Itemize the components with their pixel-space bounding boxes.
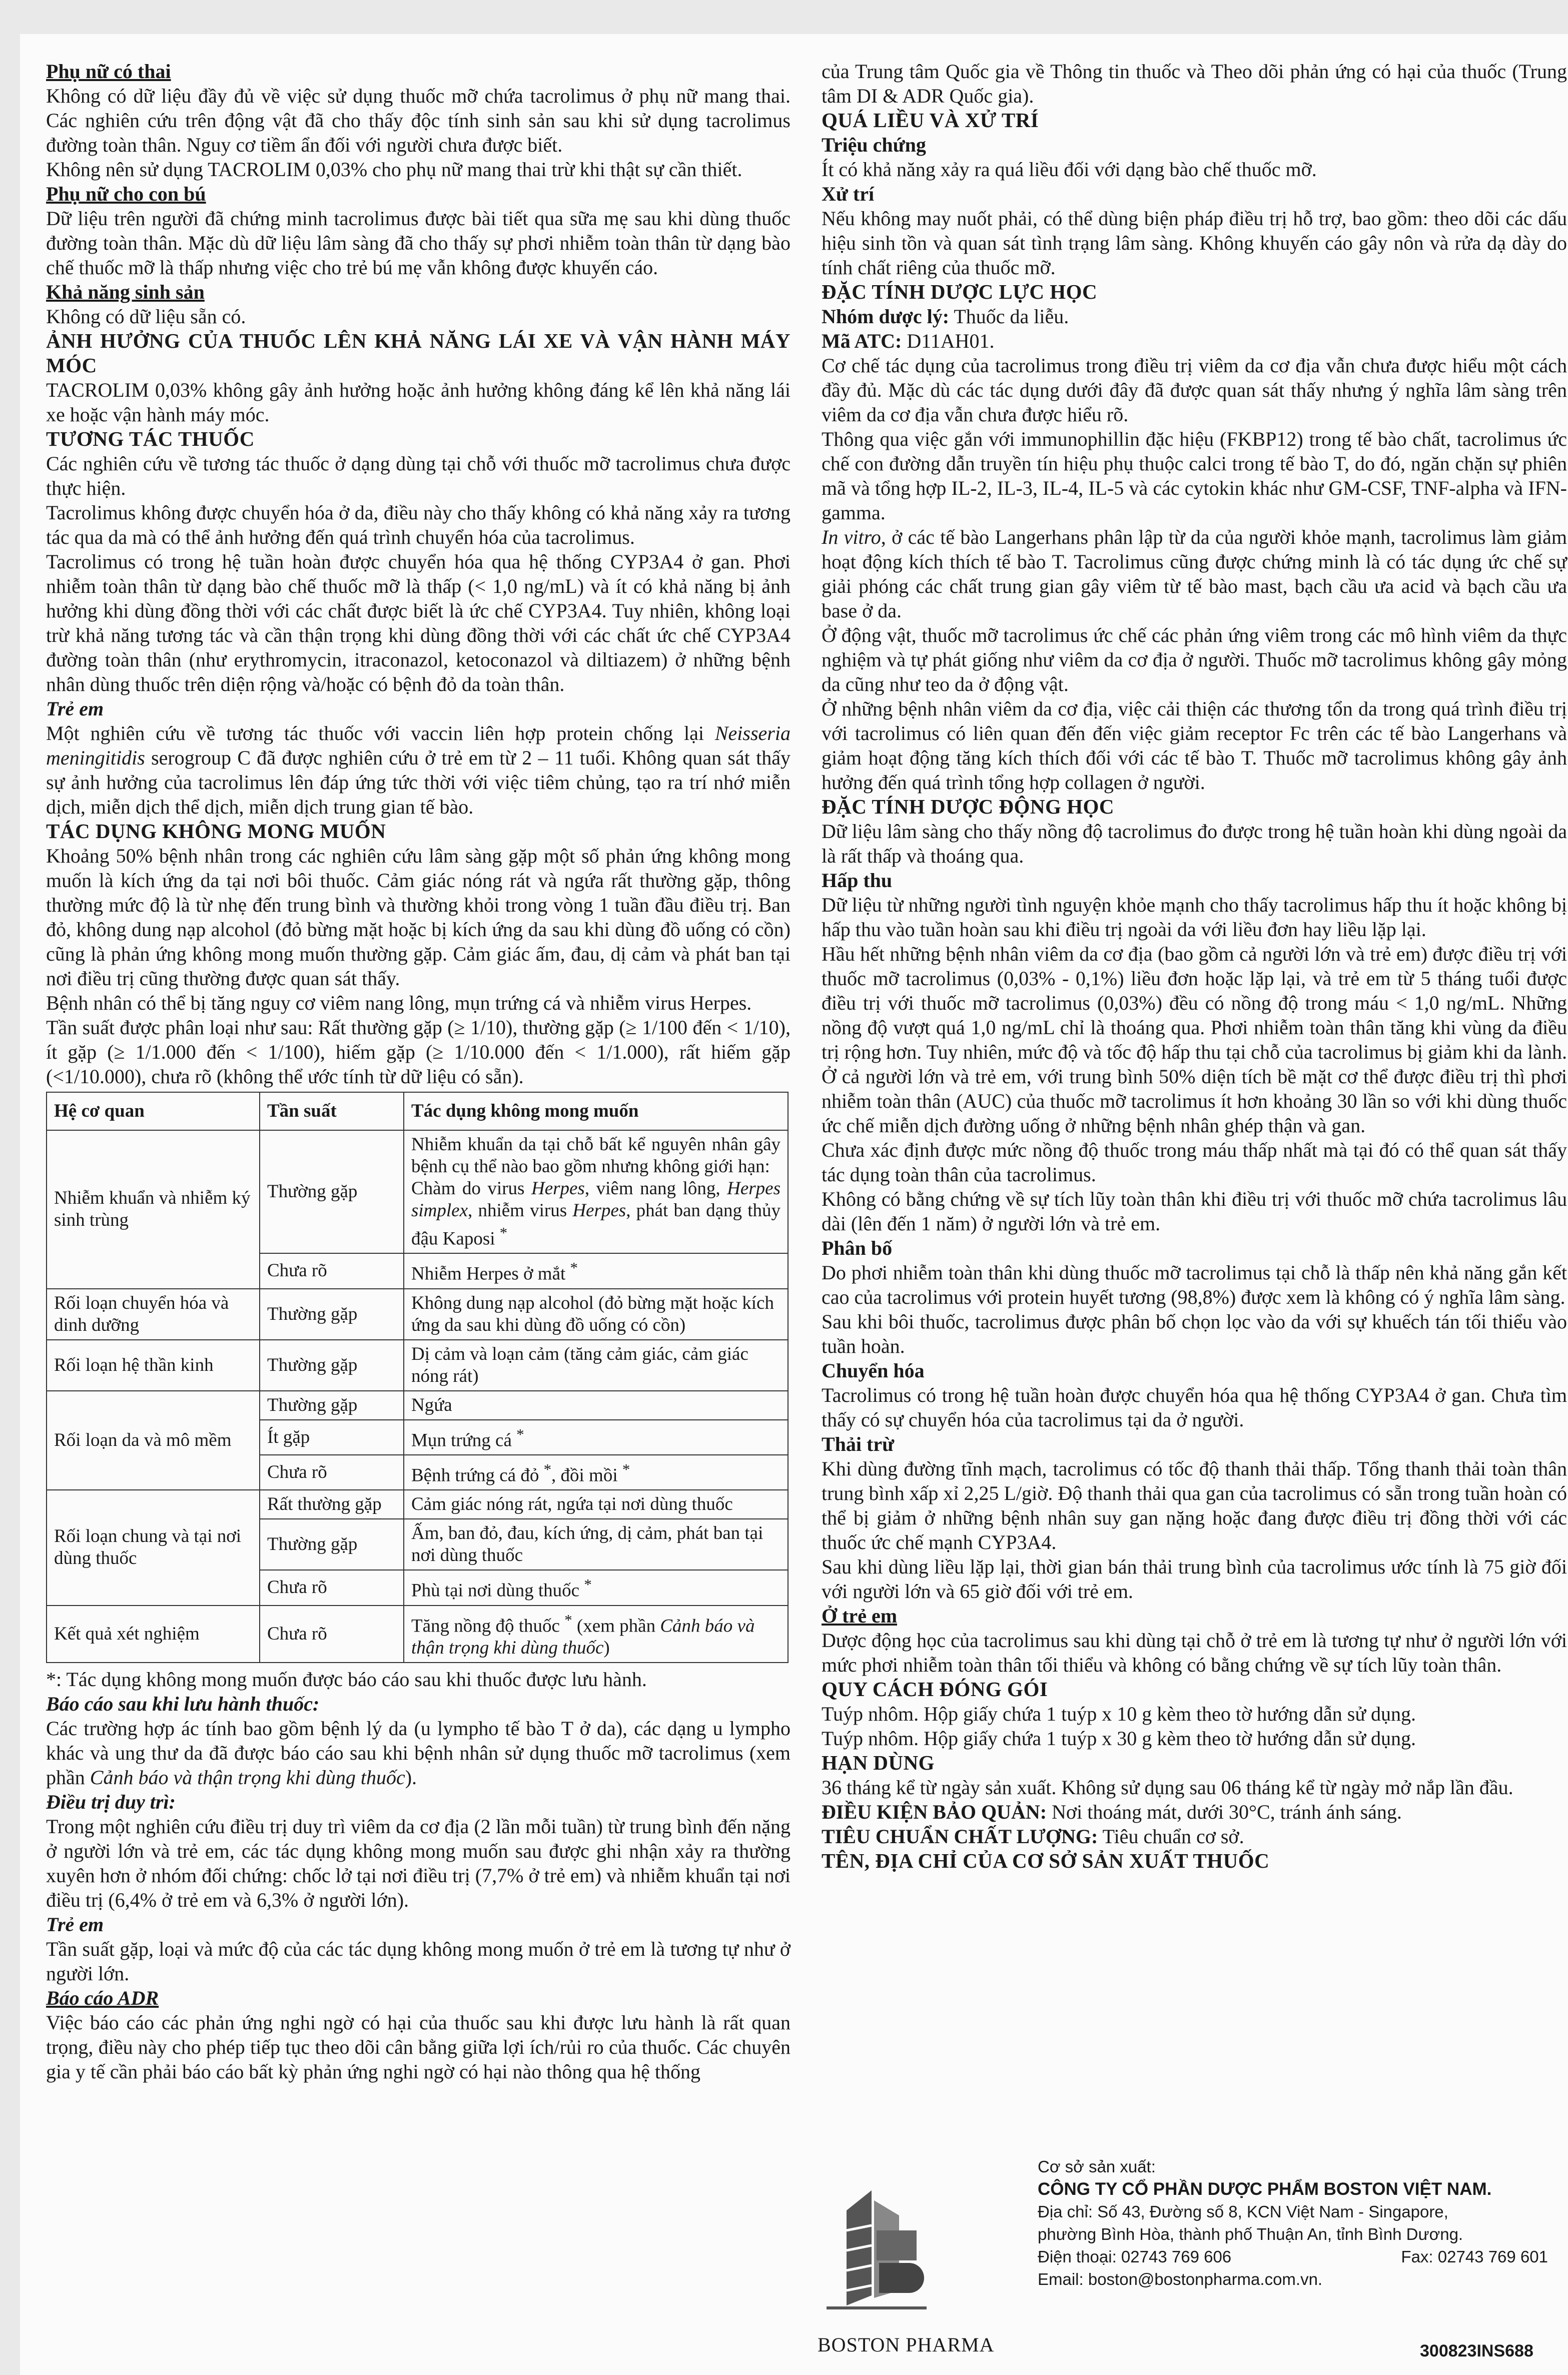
table-cell-effect: Ấm, ban đỏ, đau, kích ứng, dị cảm, phát ban tại nơi dùng thuốc [404,1519,788,1570]
fertility-text: Không có dữ liệu sẵn có. [46,305,246,328]
fertility-heading: Khả năng sinh sản [46,281,205,303]
table-cell-organ: Rối loạn hệ thần kinh [47,1340,260,1391]
table-cell-organ: Rối loạn da và mô mềm [47,1391,260,1490]
table-cell-effect: Cảm giác nóng rát, ngứa tại nơi dùng thuốc [404,1490,788,1519]
pk-children-text: Dược động học của tacrolimus sau khi dùng tại chỗ ở trẻ em là tương tự như ở người lớn với mức phơi nhiễm toàn thân tối thiểu và không có bằng chứng về sự tích lũy toàn thân. [822,1629,1567,1676]
pregnant-text-2: Không nên sử dụng TACROLIM 0,03% cho phụ nữ mang thai trừ khi thật sự cần thiết. [46,158,742,181]
elimination-heading: Thải trừ [822,1433,895,1455]
treatment-text: Nếu không may nuốt phải, có thể dùng biện pháp điều trị hỗ trợ, bao gồm: theo dõi các dấu hiệu sinh tồn và quan sát tình trạng lâm sàng. Không khuyến cáo gây nôn và rửa dạ dày do tính chất riêng của thuốc mỡ. [822,207,1567,279]
manufacturer-email[interactable]: Email: boston@bostonpharma.com.vn. [1038,2270,1323,2288]
table-cell-effect: Tăng nồng độ thuốc * (xem phần Cảnh báo và thận trọng khi dùng thuốc) [404,1606,788,1663]
symptoms-text: Ít có khả năng xảy ra quá liều đối với dạng bào chế thuốc mỡ. [822,158,1317,181]
table-cell-effect: Dị cảm và loạn cảm (tăng cảm giác, cảm giác nóng rát) [404,1340,788,1391]
pk-children-heading: Ở trẻ em [822,1605,898,1627]
contact-row [1038,2245,1548,2268]
table-cell-frequency: Chưa rõ [260,1570,404,1605]
table-cell-effect: Phù tại nơi dùng thuốc * [404,1570,788,1605]
table-footnote: *: Tác dụng không mong muốn được báo cáo sau khi thuốc được lưu hành. [46,1668,647,1691]
symptoms-heading: Triệu chứng [822,134,926,156]
children-ae-text: Tần suất gặp, loại và mức độ của các tác dụng không mong muốn ở trẻ em là tương tự như ở người lớn. [46,1937,791,1985]
table-header-effect: Tác dụng không mong muốn [404,1092,788,1130]
table-row [47,1289,788,1340]
manufacturer-name: CÔNG TY CỔ PHẦN DƯỢC PHẨM BOSTON VIỆT NAM. [1038,2179,1492,2199]
manufacturer-info [1038,2155,1548,2290]
table-cell-frequency: Thường gặp [260,1340,404,1391]
pharmacological-group: Nhóm dược lý: Thuốc da liễu. [822,305,1069,328]
post-marketing-text: Các trường hợp ác tính bao gồm bệnh lý da (u lympho tế bào T ở da), các dạng u lympho khác và ung thư da đã được báo cáo sau khi bệnh nhân sử dụng thuốc mỡ tacrolimus (xem phần Cảnh báo và thận trọng khi dùng thuốc). [46,1717,791,1789]
adverse-text-3: Tần suất được phân loại như sau: Rất thường gặp (≥ 1/10), thường gặp (≥ 1/100 đến < 1/10), ít gặp (≥ 1/1.000 đến < 1/100), hiếm gặp (≥ 1/10.000 đến < 1/1.000), rất hiếm gặp (<1/10.000), chưa rõ (không thể ước tính từ dữ liệu có sẵn). [46,1016,791,1088]
table-cell-frequency: Ít gặp [260,1420,404,1455]
adr-heading: Báo cáo ADR [46,1986,159,2009]
table-cell-effect: Không dung nạp alcohol (đỏ bừng mặt hoặc kích ứng da sau khi dùng đồ uống có cồn) [404,1289,788,1340]
manufacturer-address-1: Địa chỉ: Số 43, Đường số 8, KCN Việt Nam - Singapore, [1038,2202,1448,2221]
interaction-text-1: Các nghiên cứu về tương tác thuốc ở dạng dùng tại chỗ với thuốc mỡ tacrolimus chưa được thực hiện. [46,452,791,499]
absorption-text-1: Dữ liệu từ những người tình nguyện khỏe mạnh cho thấy tacrolimus hấp thu ít hoặc không bị hấp thu vào tuần hoàn sau khi điều trị ngoài da với liều đơn hay liều lặp lại. [822,894,1567,941]
elimination-text-1: Khi dùng đường tĩnh mạch, tacrolimus có tốc độ thanh thải thấp. Tổng thanh thải toàn thân trung bình xấp xỉ 2,25 L/giờ. Độ thanh thải qua gan của tacrolimus có sẵn trong tuần hoàn có thể bị giảm ở những bệnh nhân suy gan nặng hoặc đang được điều trị đồng thời với các thuốc ức chế mạnh CYP3A4. [822,1457,1567,1553]
table-row [47,1606,788,1663]
driving-text: TACROLIM 0,03% không gây ảnh hưởng hoặc ảnh hưởng không đáng kể lên khả năng lái xe hoặc vận hành máy móc. [46,379,791,426]
boston-pharma-logo [812,2190,995,2356]
distribution-heading: Phân bố [822,1237,893,1259]
atc-code: Mã ATC: D11AH01. [822,330,995,352]
maintenance-text: Trong một nghiên cứu điều trị duy trì viêm da cơ địa (2 lần mỗi tuần) từ trung bình đến nặng ở người lớn và trẻ em, các tác dụng không mong muốn sau được ghi nhận xảy ra thường xuyên hơn ở nhóm đối chứng: chốc lở tại nơi điều trị (7,7% ở trẻ em) và nhiễm khuẩn tại nơi điều trị (6,4% ở trẻ em và 6,3% ở người lớn). [46,1815,791,1911]
pd-text-3: In vitro, ở các tế bào Langerhans phân lập từ da của người khỏe mạnh, tacrolimus làm giảm hoạt động kích thích tế bào T. Tacrolimus cũng được chứng minh là có tác dụng ức chế sự giải phóng các chất trung gian gây viêm từ tế bào mast, bạch cầu ưa acid và bạch cầu ưa base ở da. [822,526,1567,622]
maintenance-heading: Điều trị duy trì: [46,1790,176,1813]
driving-heading: ẢNH HƯỞNG CỦA THUỐC LÊN KHẢ NĂNG LÁI XE VÀ VẬN HÀNH MÁY MÓC [46,329,791,377]
pharmacokinetics-heading: ĐẶC TÍNH DƯỢC ĐỘNG HỌC [822,795,1115,818]
table-cell-frequency: Chưa rõ [260,1253,404,1288]
table-cell-frequency: Thường gặp [260,1519,404,1570]
manufacturer-heading: TÊN, ĐỊA CHỈ CỦA CƠ SỞ SẢN XUẤT THUỐC [822,1849,1270,1872]
pk-text: Dữ liệu lâm sàng cho thấy nồng độ tacrolimus đo được trong hệ tuần hoàn khi dùng ngoài da là rất thấp và thoáng qua. [822,820,1567,867]
post-marketing-heading: Báo cáo sau khi lưu hành thuốc: [46,1692,320,1715]
children-text: Một nghiên cứu về tương tác thuốc với vaccin liên hợp protein chống lại Neisseria meningitidis serogroup C đã được nghiên cứu ở trẻ em từ 2 – 11 tuổi. Không quan sát thấy sự ảnh hưởng của tacrolimus lên đáp ứng tức thời với việc tiêm chủng, tạo ra trí nhớ miễn dịch, miễn dịch thể dịch, miễn dịch trung gian tế bào. [46,722,791,818]
lactation-text: Dữ liệu trên người đã chứng minh tacrolimus được bài tiết qua sữa mẹ sau khi dùng thuốc đường toàn thân. Mặc dù dữ liệu lâm sàng đã cho thấy sự phơi nhiễm toàn thân từ dạng bào chế thuốc mỡ là thấp nhưng việc cho trẻ bú mẹ vẫn không được khuyến cáo. [46,207,791,279]
table-cell-frequency: Thường gặp [260,1289,404,1340]
boston-pharma-building-logo-icon [812,2190,932,2325]
manufacturer-phone: Điện thoại: 02743 769 606 [1038,2247,1232,2266]
absorption-heading: Hấp thu [822,869,893,892]
adverse-heading: TÁC DỤNG KHÔNG MONG MUỐN [46,820,386,843]
pharmacodynamics-heading: ĐẶC TÍNH DƯỢC LỰC HỌC [822,280,1098,303]
table-cell-frequency: Thường gặp [260,1391,404,1420]
table-row [47,1391,788,1420]
distribution-text-2: Sau khi bôi thuốc, tacrolimus được phân bố chọn lọc vào da với sự khuếch tán tối thiểu vào tuần hoàn. [822,1310,1567,1357]
table-cell-frequency: Chưa rõ [260,1455,404,1490]
table-cell-organ: Nhiễm khuẩn và nhiễm ký sinh trùng [47,1130,260,1289]
shelf-life-heading: HẠN DÙNG [822,1751,935,1774]
pregnant-heading: Phụ nữ có thai [46,60,171,83]
interaction-text-2: Tacrolimus không được chuyển hóa ở da, điều này cho thấy không có khả năng xảy ra tương tác qua da mà có thể ảnh hưởng đến quá trình chuyển hóa của tacrolimus. [46,501,791,548]
packaging-text-1: Tuýp nhôm. Hộp giấy chứa 1 tuýp x 10 g kèm theo tờ hướng dẫn sử dụng. [822,1703,1416,1725]
table-cell-frequency: Thường gặp [260,1130,404,1253]
manufacturer-label: Cơ sở sản xuất: [1038,2157,1156,2176]
pd-text-5: Ở những bệnh nhân viêm da cơ địa, việc cải thiện các thương tổn da trong quá trình điều trị với tacrolimus có liên quan đến đến việc giảm receptor Fc trên các tế bào Langerhans và giảm hoạt động tăng kích thích đối với các tế bào T. Thuốc mỡ tacrolimus không gây ảnh hưởng đến quá trình tổng hợp collagen ở người. [822,697,1567,794]
right-column [822,59,1567,1873]
table-cell-organ: Kết quả xét nghiệm [47,1606,260,1663]
overdose-heading: QUÁ LIỀU VÀ XỬ TRÍ [822,109,1039,132]
adverse-text-1: Khoảng 50% bệnh nhân trong các nghiên cứu lâm sàng gặp một số phản ứng không mong muốn là kích ứng da tại nơi bôi thuốc. Cảm giác nóng rát và ngứa rất thường gặp, thông thường mức độ là từ nhẹ đến trung bình và thường khỏi trong vòng 1 tuần đầu điều trị. Ban đỏ, không dung nạp alcohol (đỏ bừng mặt hoặc bị kích ứng da sau khi dùng đồ uống có cồn) cũng là phản ứng không mong muốn thường gặp. Cảm giác ấm, đau, dị cảm và phát ban tại nơi điều trị cũng thường được quan sát thấy. [46,845,791,990]
storage-line: ĐIỀU KIỆN BẢO QUẢN: Nơi thoáng mát, dưới 30°C, tránh ánh sáng. [822,1801,1402,1823]
table-row [47,1130,788,1253]
interaction-text-3: Tacrolimus có trong hệ tuần hoàn được chuyển hóa qua hệ thống CYP3A4 ở gan. Phơi nhiễm toàn thân từ dạng bào chế thuốc mỡ là thấp (< 1,0 ng/mL) và ít có khả năng bị ảnh hưởng khi dùng đồng thời với các chất được biết là ức chế CYP3A4. Tuy nhiên, không loại trừ khả năng tương tác và cần thận trọng khi dùng đồng thời với các chất ức chế CYP3A4 đường toàn thân (như erythromycin, itraconazol, ketoconazol và diltiazem) ở những bệnh nhân dùng thuốc trên diện rộng và/hoặc có bệnh đỏ da toàn thân. [46,550,791,695]
adr-text-continued: của Trung tâm Quốc gia về Thông tin thuốc và Theo dõi phản ứng có hại của thuốc (Trung tâm DI & ADR Quốc gia). [822,60,1567,107]
table-cell-effect: Bệnh trứng cá đỏ *, đồi mồi * [404,1455,788,1490]
pd-text-1: Cơ chế tác dụng của tacrolimus trong điều trị viêm da cơ địa vẫn chưa được hiểu một cách đầy đủ. Mặc dù các tác dụng dưới đây đã được quan sát thấy nhưng ý nghĩa lâm sàng trên viêm da cơ địa vẫn chưa được hiểu rõ. [822,354,1567,426]
manufacturer-fax: Fax: 02743 769 601 [1401,2247,1548,2266]
metabolism-heading: Chuyển hóa [822,1359,925,1382]
manufacturer-address-2: phường Bình Hòa, thành phố Thuận An, tỉnh Bình Dương. [1038,2225,1463,2243]
table-row [47,1340,788,1391]
absorption-text-4: Không có bằng chứng về sự tích lũy toàn thân khi điều trị với thuốc mỡ chứa tacrolimus lâu dài (lên đến 1 năm) ở người lớn và trẻ em. [822,1188,1567,1235]
standard-line: TIÊU CHUẨN CHẤT LƯỢNG: Tiêu chuẩn cơ sở. [822,1825,1244,1848]
interaction-heading: TƯƠNG TÁC THUỐC [46,427,255,450]
table-cell-frequency: Rất thường gặp [260,1490,404,1519]
table-cell-effect: Nhiễm Herpes ở mắt * [404,1253,788,1288]
children-heading: Trẻ em [46,697,104,720]
table-cell-effect: Ngứa [404,1391,788,1420]
absorption-text-3: Chưa xác định được mức nồng độ thuốc trong máu thấp nhất mà tại đó có thể quan sát thấy tác dụng toàn thân của tacrolimus. [822,1139,1567,1186]
left-column [46,59,791,2084]
document-code: 300823INS688 [1420,2341,1533,2360]
table-header-frequency: Tần suất [260,1092,404,1130]
packaging-text-2: Tuýp nhôm. Hộp giấy chứa 1 tuýp x 30 g kèm theo tờ hướng dẫn sử dụng. [822,1727,1416,1750]
shelf-life-text: 36 tháng kể từ ngày sản xuất. Không sử dụng sau 06 tháng kể từ ngày mở nắp lần đầu. [822,1776,1513,1799]
adverse-effects-table [46,1092,789,1663]
metabolism-text: Tacrolimus có trong hệ tuần hoàn được chuyển hóa qua hệ thống CYP3A4 ở gan. Chưa tìm thấy có sự chuyển hóa của tacrolimus tại da ở người. [822,1384,1567,1431]
table-cell-effect: Mụn trứng cá * [404,1420,788,1455]
table-cell-organ: Rối loạn chuyển hóa và dinh dưỡng [47,1289,260,1340]
table-cell-frequency: Chưa rõ [260,1606,404,1663]
pd-text-2: Thông qua việc gắn với immunophillin đặc hiệu (FKBP12) trong tế bào chất, tacrolimus ức chế con đường dẫn truyền tín hiệu phụ thuộc calci trong tế bào T, do đó, ngăn chặn sự phiên mã và tổng hợp IL-2, IL-3, IL-4, IL-5 và các cytokin khác như GM-CSF, TNF-alpha và IFN-gamma. [822,428,1567,524]
pregnant-text-1: Không có dữ liệu đầy đủ về việc sử dụng thuốc mỡ chứa tacrolimus ở phụ nữ mang thai. Các nghiên cứu trên động vật đã cho thấy độc tính sinh sản sau khi sử dụng tacrolimus đường toàn thân. Nguy cơ tiềm ẩn đối với người chưa được biết. [46,85,791,156]
elimination-text-2: Sau khi dùng liều lặp lại, thời gian bán thải trung bình của tacrolimus ước tính là 75 giờ đối với người lớn và 65 giờ đối với trẻ em. [822,1555,1567,1603]
adverse-text-2: Bệnh nhân có thể bị tăng nguy cơ viêm nang lông, mụn trứng cá và nhiễm virus Herpes. [46,992,752,1014]
packaging-heading: QUY CÁCH ĐÓNG GÓI [822,1678,1048,1701]
table-header-row [47,1092,788,1130]
table-cell-organ: Rối loạn chung và tại nơi dùng thuốc [47,1490,260,1605]
pd-text-4: Ở động vật, thuốc mỡ tacrolimus ức chế các phản ứng viêm trong các mô hình viêm da thực nghiệm và tự phát giống như viêm da cơ địa ở người. Thuốc mỡ tacrolimus không gây mỏng da cũng như teo da ở động vật. [822,624,1567,695]
table-cell-effect: Nhiễm khuẩn da tại chỗ bất kể nguyên nhân gây bệnh cụ thể nào bao gồm nhưng không giới hạn: Chàm do virus Herpes, viêm nang lông, Herpes simplex, nhiễm virus Herpes, phát ban dạng thủy đậu Kaposi * [404,1130,788,1253]
table-header-organ: Hệ cơ quan [47,1092,260,1130]
absorption-text-2: Hầu hết những bệnh nhân viêm da cơ địa (bao gồm cả người lớn và trẻ em) được điều trị với thuốc mỡ tacrolimus (0,03% - 0,1%) liều đơn hoặc lặp lại, và trẻ em từ 5 tháng tuổi được điều trị với thuốc mỡ tacrolimus (0,03%) đều có nồng độ trong máu < 1,0 ng/mL. Những nồng độ vượt quá 1,0 ng/mL chỉ là thoáng qua. Phơi nhiễm toàn thân tăng khi vùng da điều trị rộng hơn. Tuy nhiên, mức độ và tốc độ hấp thu tại chỗ của tacrolimus bị giảm khi da lành. Ở cả người lớn và trẻ em, với trung bình 50% diện tích bề mặt cơ thể được điều trị thì phơi nhiễm toàn thân (AUC) của thuốc mỡ tacrolimus ít hơn khoảng 30 lần so với khi dùng thuốc ức chế miễn dịch đường uống ở những bệnh nhân ghép thận và gan. [822,943,1567,1137]
children-ae-heading: Trẻ em [46,1913,104,1936]
logo-text: BOSTON PHARMA [818,2333,995,2356]
treatment-heading: Xử trí [822,183,875,205]
table-row [47,1490,788,1519]
lactation-heading: Phụ nữ cho con bú [46,183,206,205]
leaflet-page [20,34,1568,2375]
distribution-text-1: Do phơi nhiễm toàn thân khi dùng thuốc mỡ tacrolimus tại chỗ là thấp nên khả năng gắn kết cao của tacrolimus với protein huyết tương (98,8%) được xem là không có ý nghĩa lâm sàng. [822,1261,1567,1308]
adr-text: Việc báo cáo các phản ứng nghi ngờ có hại của thuốc sau khi được lưu hành là rất quan trọng, điều này cho phép tiếp tục theo dõi cân bằng giữa lợi ích/rủi ro của thuốc. Các chuyên gia y tế cần phải báo cáo bất kỳ phản ứng nghi ngờ có hại nào thông qua hệ thống [46,2011,791,2083]
